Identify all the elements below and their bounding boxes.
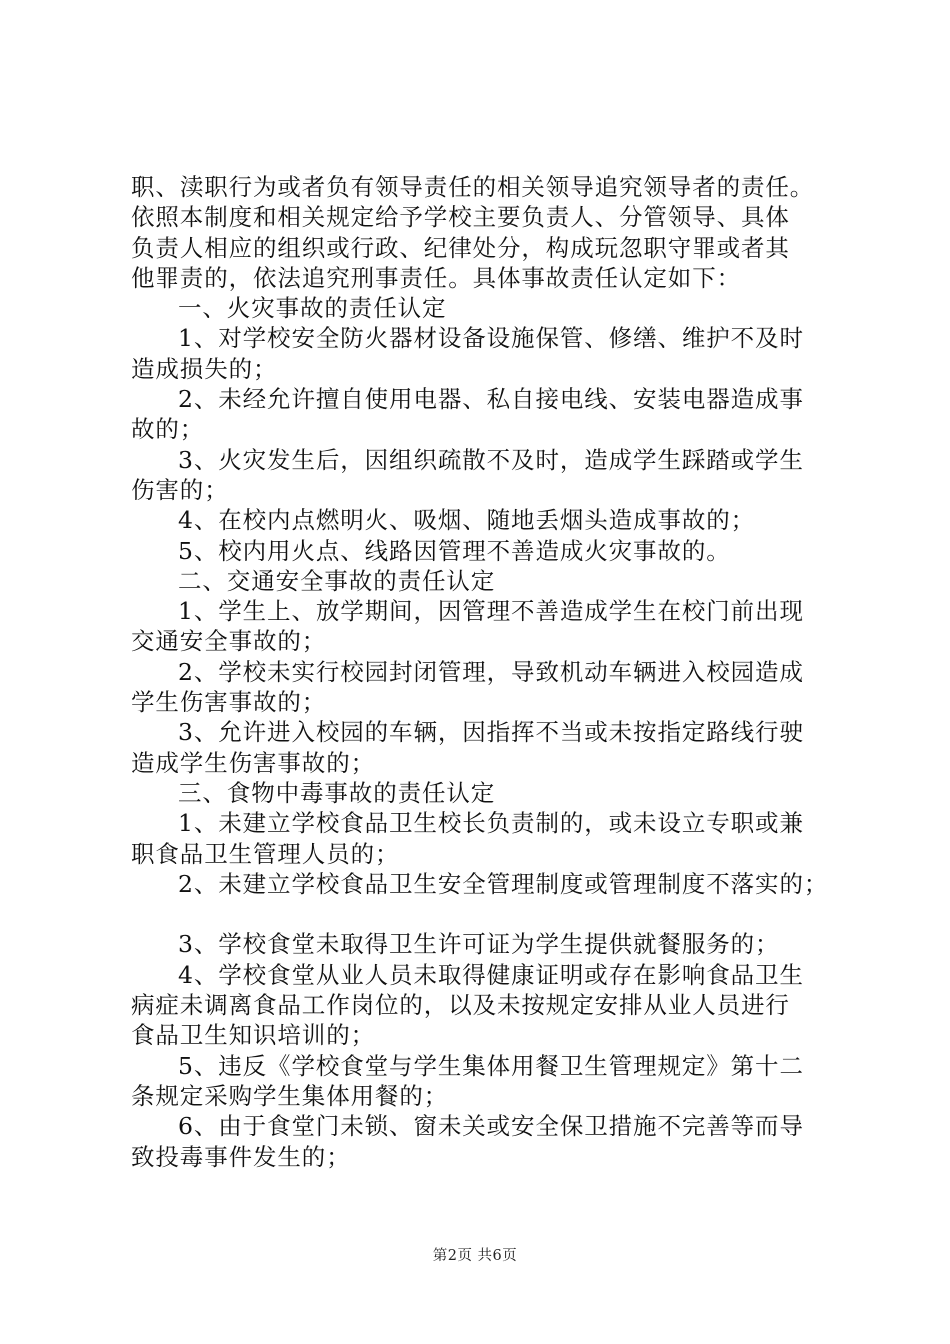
text-line: 造成损失的； bbox=[131, 354, 278, 383]
blank-line bbox=[131, 899, 841, 929]
text-line: 条规定采购学生集体用餐的； bbox=[131, 1081, 449, 1110]
text-line: 6、由于食堂门未锁、窗未关或安全保卫措施不完善等而导 bbox=[178, 1112, 804, 1141]
text-line: 职食品卫生管理人员的； bbox=[131, 839, 400, 868]
text-line: 学生伤害事故的； bbox=[131, 688, 327, 717]
text-line: 4、学校食堂从业人员未取得健康证明或存在影响食品卫生 bbox=[178, 960, 804, 989]
text-line: 5、校内用火点、线路因管理不善造成火灾事故的。 bbox=[178, 536, 731, 565]
text-line: 1、对学校安全防火器材设备设施保管、修缮、维护不及时 bbox=[178, 324, 804, 353]
text-line: 食品卫生知识培训的； bbox=[131, 1021, 375, 1050]
text-line: 病症未调离食品工作岗位的，以及未按规定安排从业人员进行 bbox=[131, 991, 790, 1020]
text-line: 5、违反《学校食堂与学生集体用餐卫生管理规定》第十二 bbox=[178, 1051, 804, 1080]
text-line: 二、交通安全事故的责任认定 bbox=[178, 566, 496, 595]
text-line: 造成学生伤害事故的； bbox=[131, 748, 375, 777]
document-body bbox=[131, 172, 841, 1172]
text-line: 3、火灾发生后，因组织疏散不及时，造成学生踩踏或学生 bbox=[178, 445, 804, 474]
text-line: 依照本制度和相关规定给予学校主要负责人、分管领导、具体 bbox=[131, 203, 790, 232]
text-line: 2、未建立学校食品卫生安全管理制度或管理制度不落实的； bbox=[178, 869, 829, 898]
text-line: 1、未建立学校食品卫生校长负责制的，或未设立专职或兼 bbox=[178, 809, 804, 838]
text-line: 职、渎职行为或者负有领导责任的相关领导追究领导者的责任。 bbox=[131, 173, 815, 201]
text-line: 伤害的； bbox=[131, 475, 229, 504]
text-line: 1、学生上、放学期间，因管理不善造成学生在校门前出现 bbox=[178, 597, 804, 626]
text-line: 2、学校未实行校园封闭管理，导致机动车辆进入校园造成 bbox=[178, 657, 804, 686]
text-line: 3、学校食堂未取得卫生许可证为学生提供就餐服务的； bbox=[178, 930, 780, 959]
text-line: 他罪责的，依法追究刑事责任。具体事故责任认定如下： bbox=[131, 263, 741, 292]
text-line: 交通安全事故的； bbox=[131, 627, 327, 656]
text-line: 致投毒事件发生的； bbox=[131, 1142, 351, 1171]
text-line: 三、食物中毒事故的责任认定 bbox=[178, 778, 496, 807]
text-line: 4、在校内点燃明火、吸烟、随地丢烟头造成事故的； bbox=[178, 506, 756, 535]
text-line: 一、火灾事故的责任认定 bbox=[178, 294, 447, 323]
text-line: 故的； bbox=[131, 415, 205, 444]
text-line: 2、未经允许擅自使用电器、私自接电线、安装电器造成事 bbox=[178, 385, 804, 414]
text-line: 负责人相应的组织或行政、纪律处分，构成玩忽职守罪或者其 bbox=[131, 233, 790, 262]
text-line: 3、允许进入校园的车辆，因指挥不当或未按指定路线行驶 bbox=[178, 718, 804, 747]
page-footer: 第2页 共6页 bbox=[432, 1248, 518, 1264]
